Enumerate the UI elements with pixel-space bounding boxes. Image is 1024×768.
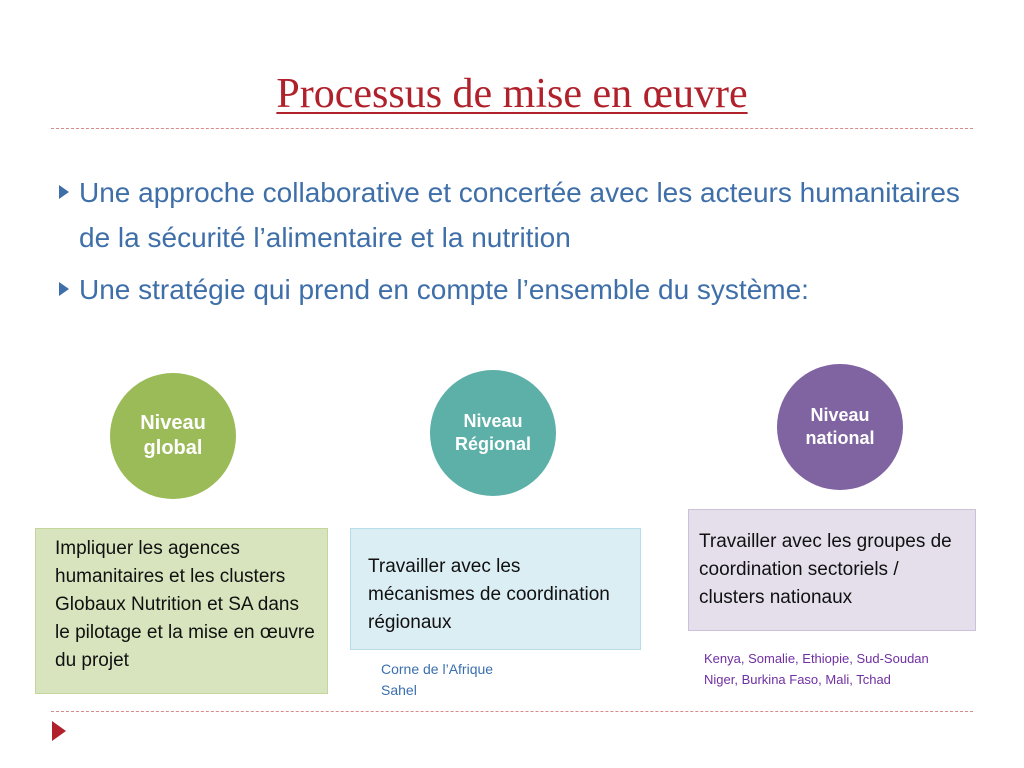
circle-label-line1: Niveau bbox=[463, 411, 523, 431]
circle-label-line2: national bbox=[805, 428, 875, 448]
bullet-text: Une approche collaborative et concertée avec les acteurs humanitaires de la sécurité l’alimentaire et la nutrition bbox=[79, 177, 960, 253]
level-circle-national bbox=[777, 364, 903, 490]
level-box-text: Travailler avec les groupes de coordination sectoriels / clusters nationaux bbox=[699, 531, 952, 608]
circle-label-line1: Niveau bbox=[140, 412, 206, 434]
level-box-text: Travailler avec les mécanismes de coordination régionaux bbox=[368, 556, 610, 633]
bottom-divider bbox=[51, 711, 973, 712]
bullet-text: Une stratégie qui prend en compte l’ensemble du système: bbox=[79, 274, 809, 305]
level-circle-global bbox=[110, 373, 236, 499]
triangle-bullet-icon bbox=[59, 282, 69, 296]
regional-note bbox=[381, 659, 493, 701]
slide-title: Processus de mise en œuvre bbox=[276, 71, 748, 117]
circle-label-line2: global bbox=[143, 437, 203, 459]
circle-label-line1: Niveau bbox=[810, 405, 870, 425]
national-note bbox=[704, 648, 929, 690]
level-box-national bbox=[688, 509, 976, 631]
level-box-text: Impliquer les agences humanitaires et les clusters Globaux Nutrition et SA dans le pilotage et la mise en œuvre du projet bbox=[55, 538, 315, 671]
level-circle-regional bbox=[430, 370, 556, 496]
note-line: Niger, Burkina Faso, Mali, Tchad bbox=[704, 672, 891, 687]
note-line: Sahel bbox=[381, 682, 417, 698]
bullet-list bbox=[57, 170, 977, 319]
note-line: Corne de l’Afrique bbox=[381, 661, 494, 677]
level-box-regional bbox=[350, 528, 641, 650]
level-box-global bbox=[35, 528, 328, 694]
triangle-bullet-icon bbox=[59, 185, 69, 199]
note-line: Kenya, Somalie, Ethiopie, Sud-Soudan bbox=[704, 651, 929, 666]
bullet-item bbox=[57, 170, 977, 260]
circle-label-line2: Régional bbox=[454, 434, 531, 454]
top-divider bbox=[51, 128, 973, 129]
next-slide-arrow-icon[interactable] bbox=[52, 721, 66, 741]
bullet-item bbox=[57, 267, 977, 312]
